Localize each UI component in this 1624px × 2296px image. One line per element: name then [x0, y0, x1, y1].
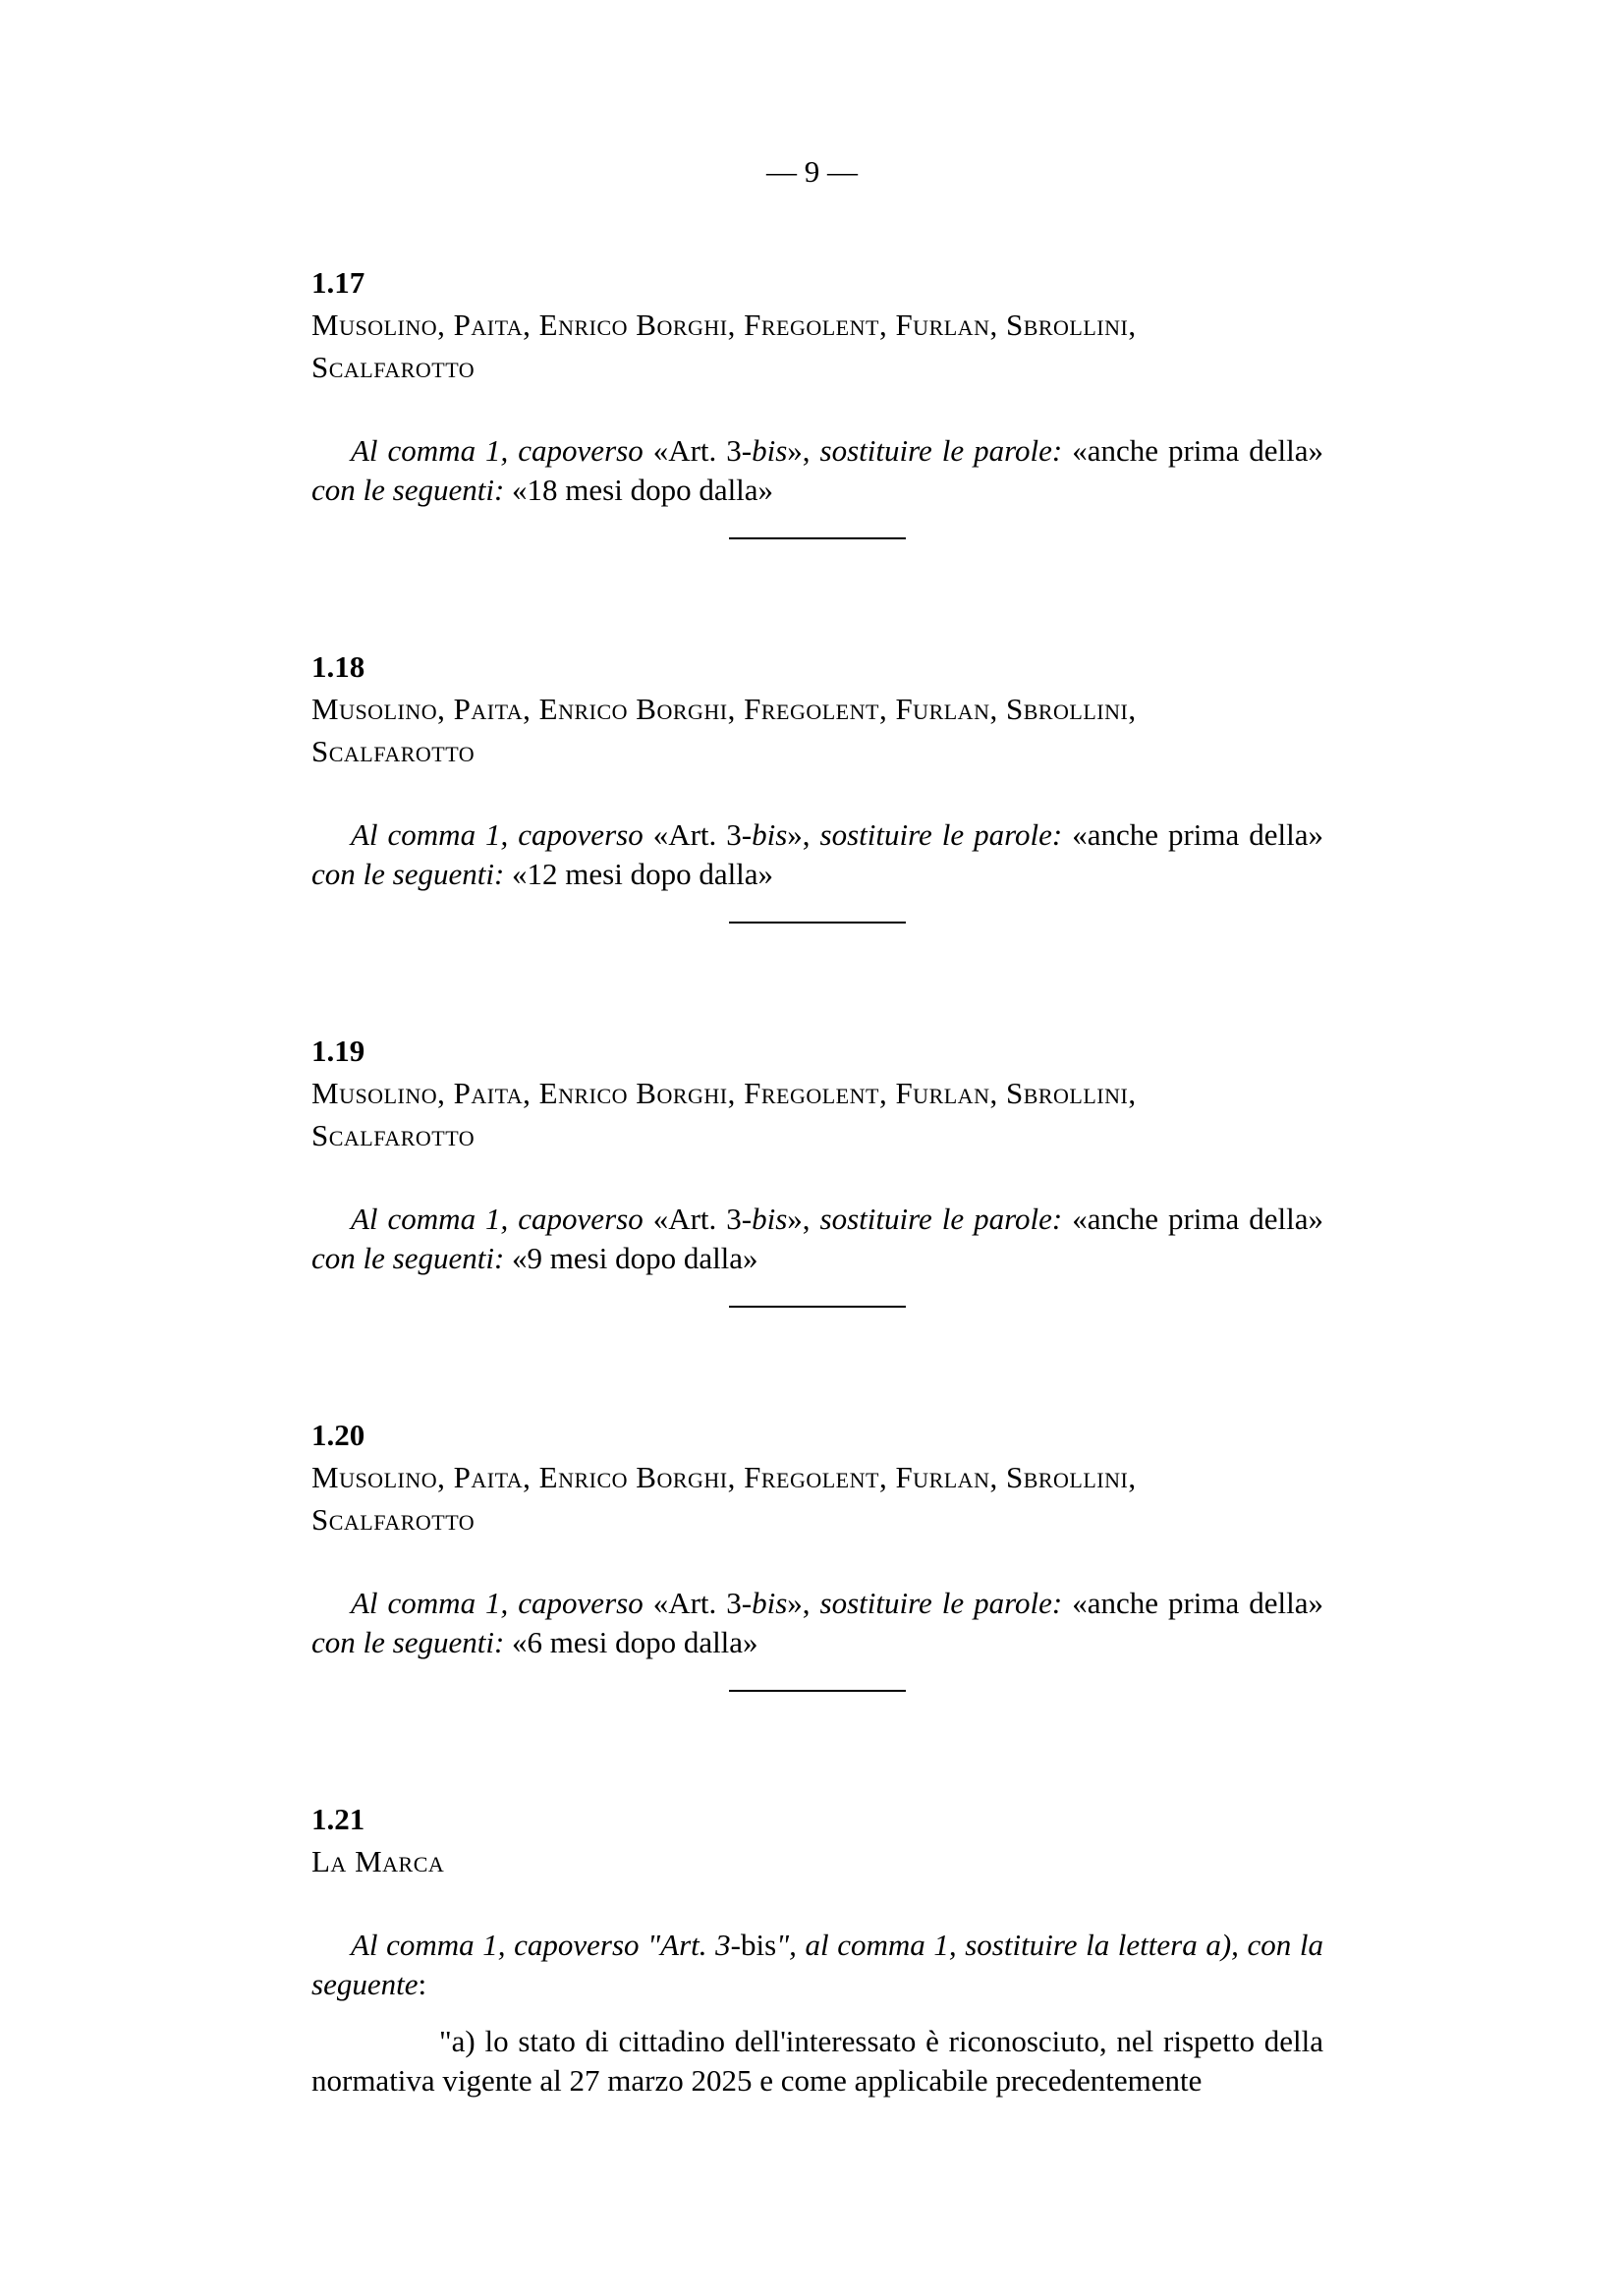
- amendment-text: [311, 1584, 1323, 1662]
- amendment-text: [311, 1200, 1323, 1278]
- text-roman: »,: [787, 1586, 820, 1620]
- text-roman: :: [418, 1967, 427, 2001]
- signers-line-2: Scalfarotto: [311, 1502, 476, 1537]
- section-divider: [729, 537, 906, 539]
- text-roman: »,: [787, 817, 820, 852]
- section-divider: [729, 1306, 906, 1308]
- text-roman: «Art. 3-: [652, 1202, 753, 1236]
- signers-line-2: Scalfarotto: [311, 734, 476, 768]
- amendment-number: 1.19: [311, 1034, 365, 1068]
- page-number: — 9 —: [766, 154, 858, 189]
- amendment-signers: [311, 1840, 1323, 1882]
- amendment-number: 1.21: [311, 1802, 365, 1836]
- text-italic: Al comma 1, capoverso: [351, 1586, 653, 1620]
- amendment-signers: [311, 304, 1323, 388]
- amendment-text: [311, 431, 1323, 510]
- text-italic: bis: [752, 817, 788, 852]
- signers-line-1: Musolino, Paita, Enrico Borghi, Fregolent, Furlan, Sbrollini,: [311, 1460, 1137, 1494]
- text-roman: «Art. 3-: [652, 1586, 753, 1620]
- signers-line-2: Scalfarotto: [311, 350, 476, 384]
- text-roman: «18 mesi dopo dalla»: [504, 473, 774, 507]
- amendment-signers: [311, 688, 1323, 772]
- text-italic: bis: [752, 433, 788, 468]
- text-roman: «anche prima della»: [1062, 1202, 1323, 1236]
- amendment-quoted-text: "a) lo stato di cittadino dell'interessato è riconosciuto, nel rispetto della normativa vigente al 27 marzo 2025 e come applicabile precedentemente: [311, 2024, 1323, 2098]
- document-body: [311, 263, 1323, 2100]
- text-italic: sostituire le parole:: [819, 817, 1063, 852]
- amendment-1-18: [311, 647, 1323, 924]
- signers-line-1: Musolino, Paita, Enrico Borghi, Fregolent, Furlan, Sbrollini,: [311, 308, 1137, 342]
- amendment-number: 1.17: [311, 265, 365, 300]
- amendment-signers: [311, 1072, 1323, 1156]
- text-italic: con le seguenti:: [311, 1625, 505, 1659]
- signers-line-1: La Marca: [311, 1844, 445, 1878]
- text-italic: bis: [752, 1586, 788, 1620]
- text-italic: bis: [752, 1202, 788, 1236]
- amendment-1-21: [311, 1800, 1323, 2100]
- text-italic: con le seguenti:: [311, 857, 505, 891]
- text-roman: «6 mesi dopo dalla»: [504, 1625, 758, 1659]
- text-roman: «12 mesi dopo dalla»: [504, 857, 774, 891]
- amendment-number: 1.18: [311, 649, 365, 684]
- text-roman: «anche prima della»: [1062, 433, 1323, 468]
- section-divider: [729, 922, 906, 924]
- text-italic: con le seguenti:: [311, 1241, 505, 1275]
- text-roman: «Art. 3-: [652, 817, 753, 852]
- amendment-1-20: [311, 1416, 1323, 1692]
- amendment-signers: [311, 1456, 1323, 1540]
- text-roman: bis: [740, 1928, 777, 1962]
- section-divider: [729, 1690, 906, 1692]
- signers-line-1: Musolino, Paita, Enrico Borghi, Fregolent, Furlan, Sbrollini,: [311, 1076, 1137, 1110]
- text-italic: con le seguenti:: [311, 473, 505, 507]
- text-roman: «anche prima della»: [1062, 817, 1323, 852]
- text-italic: Al comma 1, capoverso "Art. 3-: [351, 1928, 741, 1962]
- text-roman: »,: [787, 1202, 820, 1236]
- text-italic: sostituire le parole:: [819, 433, 1063, 468]
- text-roman: «Art. 3-: [652, 433, 753, 468]
- text-italic: Al comma 1, capoverso: [351, 433, 653, 468]
- signers-line-1: Musolino, Paita, Enrico Borghi, Fregolent, Furlan, Sbrollini,: [311, 692, 1137, 726]
- amendment-text: [311, 815, 1323, 894]
- text-italic: ", al comma 1, sostituire la lettera a), con la seguente: [311, 1928, 1323, 2001]
- text-roman: «anche prima della»: [1062, 1586, 1323, 1620]
- text-italic: sostituire le parole:: [819, 1202, 1063, 1236]
- amendment-1-19: [311, 1032, 1323, 1308]
- text-italic: Al comma 1, capoverso: [351, 1202, 653, 1236]
- amendment-1-17: [311, 263, 1323, 539]
- text-roman: »,: [787, 433, 820, 468]
- text-italic: Al comma 1, capoverso: [351, 817, 653, 852]
- signers-line-2: Scalfarotto: [311, 1118, 476, 1152]
- text-italic: sostituire le parole:: [819, 1586, 1063, 1620]
- text-roman: «9 mesi dopo dalla»: [504, 1241, 758, 1275]
- amendment-number: 1.20: [311, 1418, 365, 1452]
- amendment-text: [311, 1926, 1323, 2004]
